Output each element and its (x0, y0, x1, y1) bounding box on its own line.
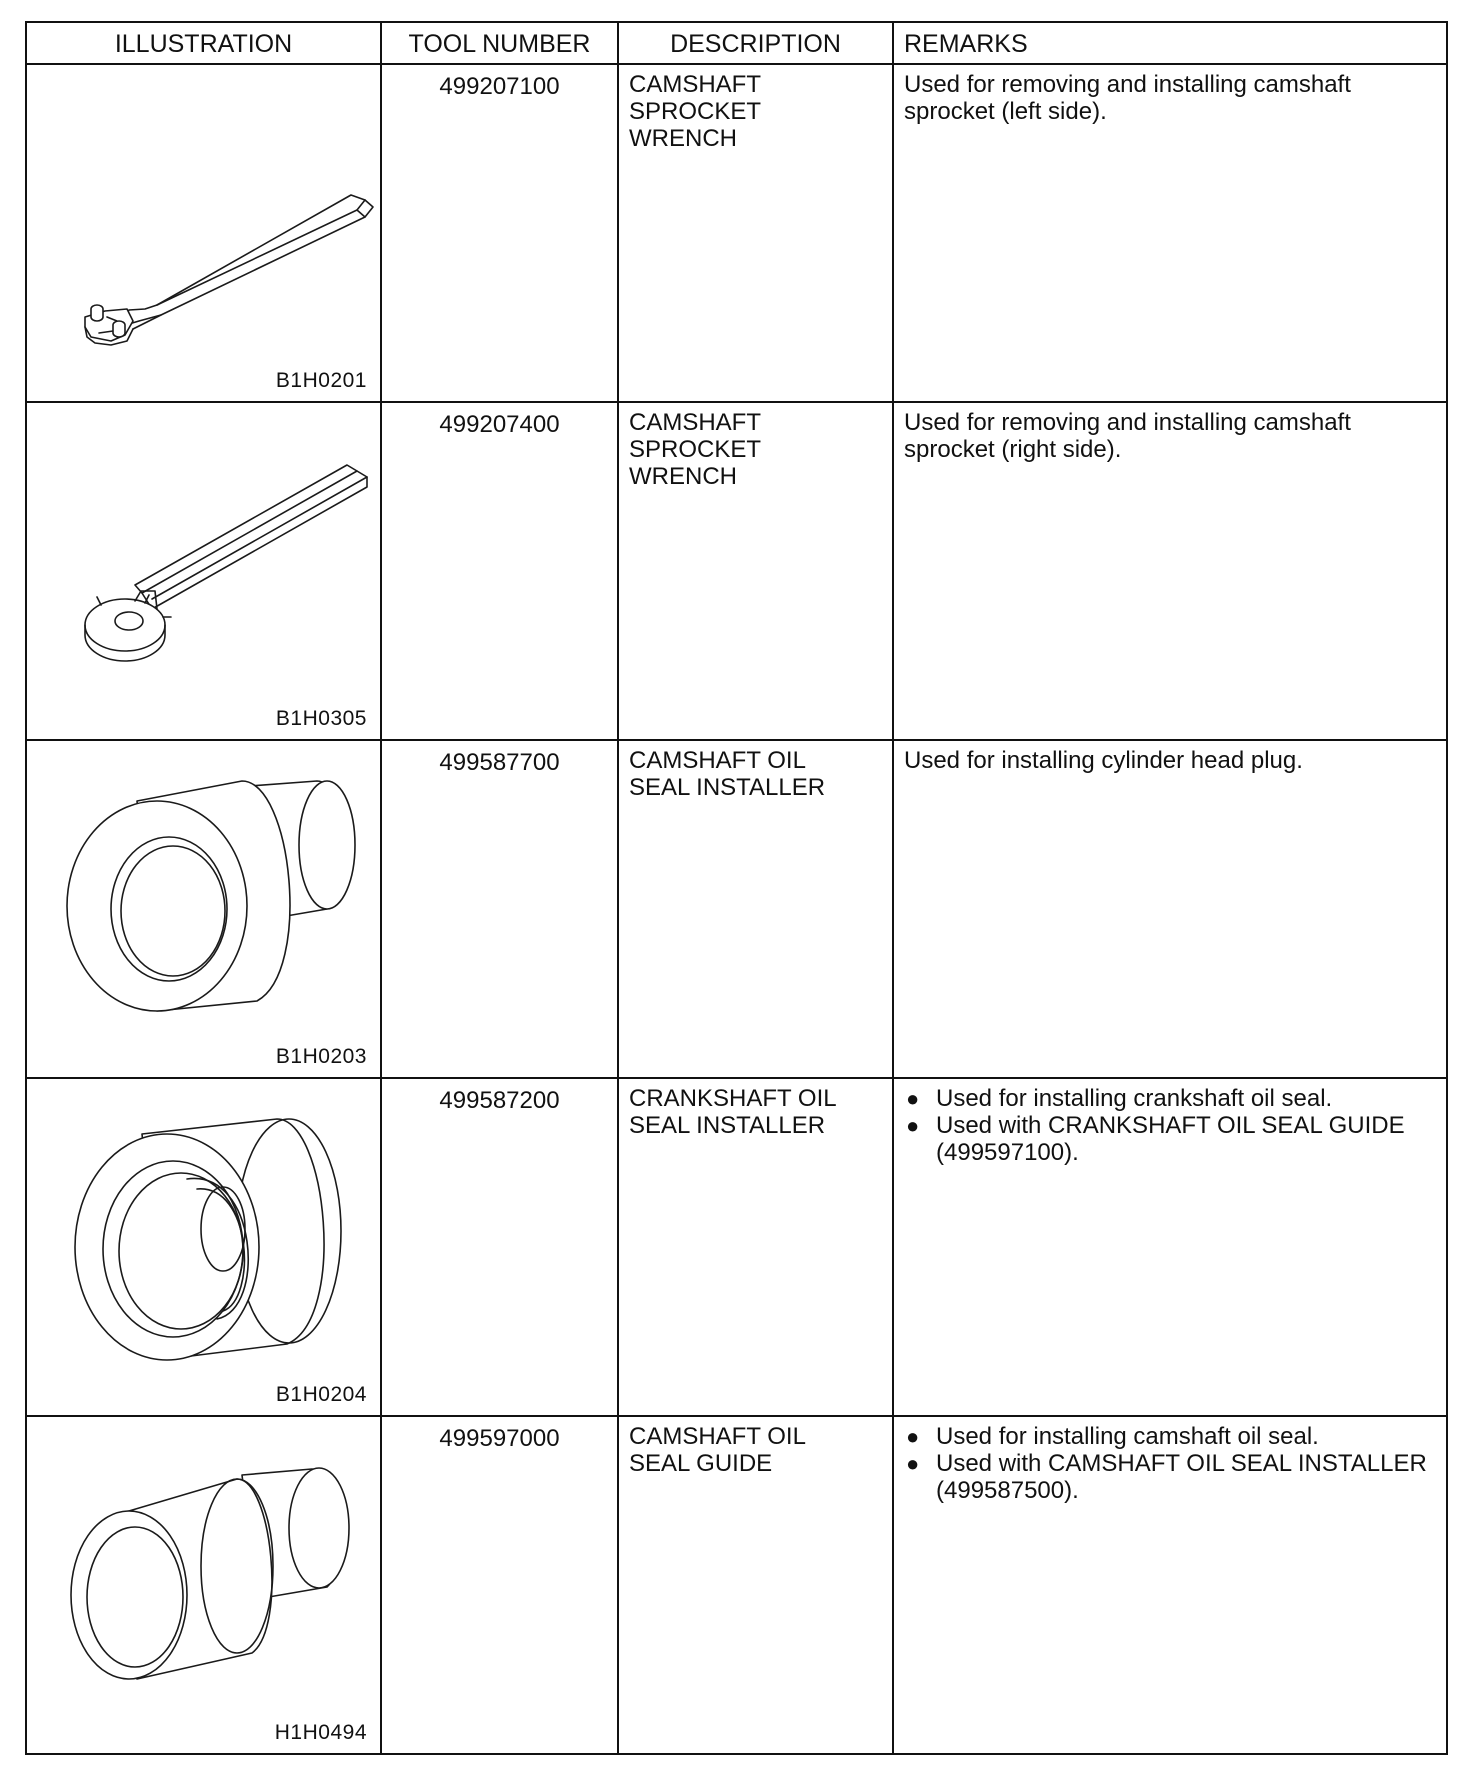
figure-code: B1H0203 (275, 1045, 367, 1068)
tool-remarks (893, 740, 1447, 1078)
tool-remarks (893, 402, 1447, 740)
illustration-cell (26, 402, 381, 740)
tool-number: 499587700 (381, 740, 618, 1078)
tool-remarks (893, 1416, 1447, 1754)
header-remarks: REMARKS (893, 22, 1447, 64)
list-item (904, 1450, 1432, 1504)
table-row (26, 1416, 1447, 1754)
list-item (904, 1085, 1432, 1112)
remark-text: Used with CRANKSHAFT OIL SEAL GUIDE (499597100). (936, 1112, 1405, 1166)
spanner-wrench-icon (27, 65, 382, 365)
table-row (26, 740, 1447, 1078)
remark-text: Used for removing and installing camshaft sprocket (left side). (904, 71, 1351, 125)
tool-description: CRANKSHAFT OIL SEAL INSTALLER (618, 1078, 893, 1416)
tool-description: CAMSHAFT OIL SEAL INSTALLER (618, 740, 893, 1078)
tool-remarks (893, 1078, 1447, 1416)
figure-code: B1H0201 (275, 369, 367, 392)
tool-description: CAMSHAFT SPROCKET WRENCH (618, 64, 893, 402)
table-header-row (26, 22, 1447, 64)
remark-text: Used with CAMSHAFT OIL SEAL INSTALLER (499587500). (936, 1450, 1427, 1504)
table-row (26, 64, 1447, 402)
tool-number: 499597000 (381, 1416, 618, 1754)
table-row (26, 1078, 1447, 1416)
header-description: DESCRIPTION (618, 22, 893, 64)
ring-wrench-icon (27, 403, 382, 703)
bullet-icon: ● (906, 1113, 920, 1138)
figure-code: B1H0305 (275, 707, 367, 730)
bullet-icon: ● (906, 1451, 920, 1476)
header-illustration: ILLUSTRATION (26, 22, 381, 64)
special-tools-table (25, 21, 1448, 1755)
remark-text: Used for removing and installing camshaft sprocket (right side). (904, 409, 1351, 463)
tool-number: 499207400 (381, 402, 618, 740)
tool-number: 499207100 (381, 64, 618, 402)
illustration-cell (26, 1078, 381, 1416)
tool-description: CAMSHAFT SPROCKET WRENCH (618, 402, 893, 740)
list-item (904, 1423, 1432, 1450)
remarks-list (904, 1423, 1432, 1504)
illustration-cell (26, 64, 381, 402)
tool-remarks (893, 64, 1447, 402)
list-item (904, 1112, 1432, 1166)
bullet-icon: ● (906, 1424, 920, 1449)
figure-code: B1H0204 (275, 1383, 367, 1406)
tool-description: CAMSHAFT OIL SEAL GUIDE (618, 1416, 893, 1754)
remark-text: Used for installing cylinder head plug. (904, 747, 1303, 774)
bullet-icon: ● (906, 1086, 920, 1111)
remarks-list (904, 1085, 1432, 1166)
cup-installer-icon (27, 1079, 382, 1379)
stepped-installer-icon (27, 741, 382, 1041)
illustration-cell (26, 1416, 381, 1754)
figure-code: H1H0494 (274, 1721, 367, 1744)
seal-guide-icon (27, 1417, 382, 1717)
table-row (26, 402, 1447, 740)
illustration-cell (26, 740, 381, 1078)
header-tool-number: TOOL NUMBER (381, 22, 618, 64)
tool-number: 499587200 (381, 1078, 618, 1416)
remark-text: Used for installing crankshaft oil seal. (936, 1085, 1333, 1112)
remark-text: Used for installing camshaft oil seal. (936, 1423, 1319, 1450)
